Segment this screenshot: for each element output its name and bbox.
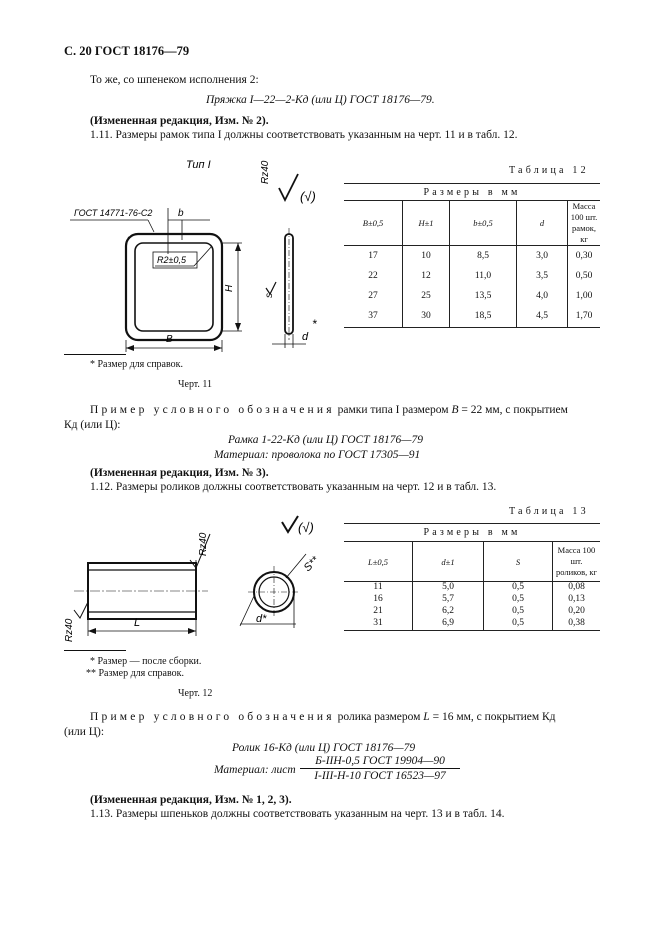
table-13-title: Таблица 13 <box>509 506 589 517</box>
fig11-star: * <box>312 317 317 331</box>
table-12-col-2: b±0,5 <box>450 201 517 246</box>
example-2-var: L <box>423 711 430 723</box>
fig11-tick-bracket: (√) <box>300 189 316 204</box>
fig11-gost-label: ГОСТ 14771-76-С2 <box>74 208 153 218</box>
table-13-col-0: L±0,5 <box>344 542 413 582</box>
table-13 <box>344 523 600 631</box>
fig12-dim-L: L <box>134 617 141 629</box>
intro-edition: (Измененная редакция, Изм. № 2). <box>90 115 269 127</box>
table-13-header: Размеры в мм <box>344 524 600 542</box>
fig12-tick-bracket: (√) <box>298 520 314 535</box>
fig12-caption: Черт. 12 <box>178 688 213 699</box>
fig11-dim-d: d <box>302 331 309 343</box>
fig11-radius-label: R2±0,5 <box>157 255 186 265</box>
example-2-text2: = 16 мм, с покрытием Кд <box>432 711 556 723</box>
table-12-col-1: H±1 <box>403 201 450 246</box>
table-12-row: 17 10 8,5 3,0 0,30 <box>344 246 600 266</box>
table-13-row: 11 5,0 0,5 0,08 <box>344 582 600 594</box>
fig11-dim-s: s <box>264 293 275 298</box>
fig11-footnote: * Размер для справок. <box>90 359 183 370</box>
paragraph-1-11: 1.11. Размеры рамок типа I должны соответствовать указанным на черт. 11 и в табл. 12. <box>90 129 518 141</box>
example-2-designation: Ролик 16-Кд (или Ц) ГОСТ 18176—79 <box>232 742 416 754</box>
fig12-rz-top: Rz40 <box>198 532 209 556</box>
page-header: С. 20 ГОСТ 18176—79 <box>64 44 190 58</box>
fig12-footnote-1: * Размер — после сборки. <box>90 656 202 667</box>
example-2-edition: (Измененная редакция, Изм. № 1, 2, 3). <box>90 794 292 806</box>
figure-12-drawing <box>60 510 340 650</box>
fig11-dim-B: B <box>166 334 173 345</box>
fig12-footnote-2: ** Размер для справок. <box>86 668 184 679</box>
example-1-var: B <box>451 404 459 416</box>
table-12-col-0: B±0,5 <box>344 201 403 246</box>
table-13-row: 21 6,2 0,5 0,20 <box>344 606 600 618</box>
example-2-line <box>90 711 556 723</box>
table-12-col-4: Масса 100 шт. рамок, кг <box>568 201 601 246</box>
fig11-rz-label: Rz40 <box>260 160 271 184</box>
example-2-material-numerator: Б-IIН-0,5 ГОСТ 19904—90 <box>300 755 460 769</box>
example-2-text3: (или Ц): <box>64 726 105 738</box>
fig12-roughness-tick-icon <box>282 516 298 532</box>
example-1-text1: рамки типа I размером <box>337 404 449 416</box>
example-2-material-prefix: Материал: лист <box>214 764 296 776</box>
table-13-row: 16 5,7 0,5 0,13 <box>344 594 600 606</box>
example-2-lead: Пример условного обозначения <box>90 711 335 723</box>
fig12-dim-S: S** <box>301 554 322 575</box>
table-13-col-1: d±1 <box>413 542 484 582</box>
intro-line: То же, со шпенеком исполнения 2: <box>90 74 259 86</box>
figure-11-drawing <box>60 150 350 355</box>
example-1-text3: Кд (или Ц): <box>64 419 121 431</box>
fig12-rz-left: Rz40 <box>64 618 75 642</box>
fig12-dim-d: d* <box>256 613 267 625</box>
example-2-material-denominator: I-III-Н-10 ГОСТ 16523—97 <box>314 770 446 782</box>
table-12 <box>344 183 600 328</box>
table-13-col-3: Масса 100 шт. роликов, кг <box>553 542 601 582</box>
example-2-text1: ролика размером <box>337 711 421 723</box>
table-12-title: Таблица 12 <box>509 165 589 176</box>
footnote-rule-12 <box>64 650 126 651</box>
table-12-row: 22 12 11,0 3,5 0,50 <box>344 266 600 286</box>
table-12-header: Размеры в мм <box>344 184 600 201</box>
fig11-dim-h: H <box>224 284 235 292</box>
example-1-designation: Рамка 1-22-Кд (или Ц) ГОСТ 18176—79 <box>228 434 423 446</box>
fig11-frame-outer <box>126 234 222 340</box>
example-1-lead: Пример условного обозначения <box>90 404 335 416</box>
fig11-roughness-tick-icon <box>279 174 298 200</box>
footnote-rule-11 <box>64 354 126 355</box>
example-1-material: Материал: проволока по ГОСТ 17305—91 <box>214 449 421 461</box>
example-1-line <box>90 404 568 416</box>
table-12-row: 27 25 13,5 4,0 1,00 <box>344 286 600 306</box>
table-12-col-3: d <box>517 201 568 246</box>
fig11-caption: Черт. 11 <box>178 379 213 390</box>
intro-designation: Пряжка I—22—2-Кд (или Ц) ГОСТ 18176—79. <box>206 94 435 106</box>
fig11-dim-b: b <box>178 208 184 219</box>
example-2-material-fraction <box>300 755 460 783</box>
table-12-row: 37 30 18,5 4,5 1,70 <box>344 306 600 328</box>
paragraph-1-12: 1.12. Размеры роликов должны соответствовать указанным на черт. 12 и в табл. 13. <box>90 481 497 493</box>
paragraph-1-13: 1.13. Размеры шпеньков должны соответствовать указанным на черт. 13 и в табл. 14. <box>90 808 505 820</box>
example-1-text2: = 22 мм, с покрытием <box>461 404 568 416</box>
fig11-type-label: Тип I <box>186 159 211 171</box>
example-1-edition: (Измененная редакция, Изм. № 3). <box>90 467 269 479</box>
table-13-row: 31 6,9 0,5 0,38 <box>344 618 600 631</box>
table-13-col-2: S <box>484 542 553 582</box>
